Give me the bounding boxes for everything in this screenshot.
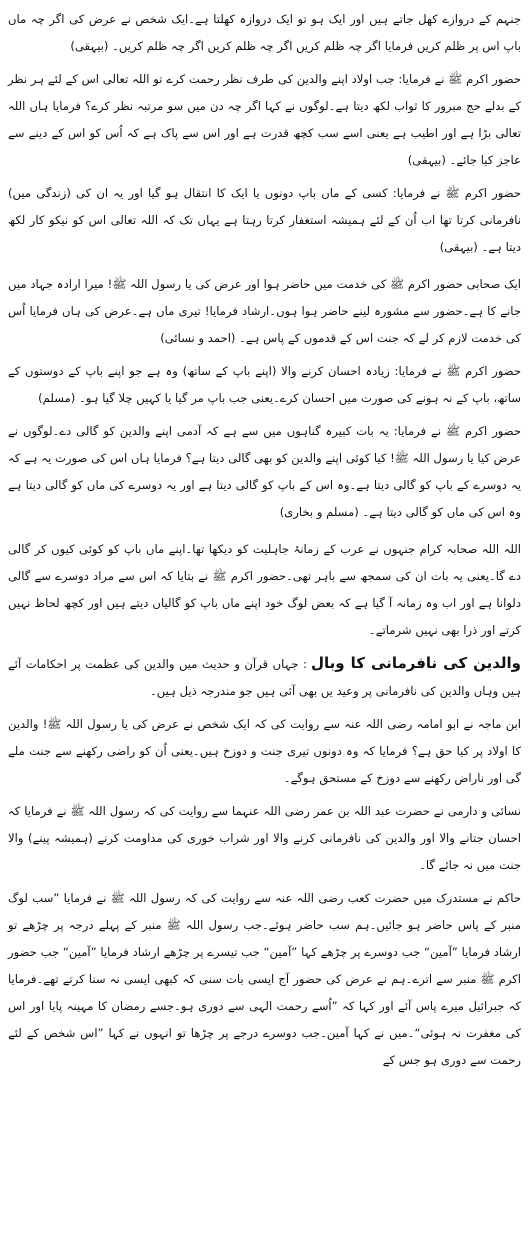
section-heading-colon: : <box>303 657 307 671</box>
paragraph-4: ایک صحابی حضور اکرم ﷺ کی خدمت میں حاضر ہوا اور عرض کی یا رسول اللہ ﷺ! میرا ارادہ جہاد میں جانے کا ہے۔حضور سے مشورہ لینے حاضر ہوا ہوں۔ارشاد فرمایا! تیری ماں ہے۔عرض کی ہاں فرمایا اُس کی خدمت لازم کر لے کہ جنت اس کے قدموں کے پاس ہے۔ (احمد و نسائی) <box>8 277 521 345</box>
paragraph-6: حضور اکرم ﷺ نے فرمایا: یہ بات کبیرہ گناہوں میں سے ہے کہ آدمی اپنے والدین کو گالی دے۔لوگوں نے عرض کیا یا رسول اللہ ﷺ! کیا کوئی اپنے والدین کو بھی گالی دیتا ہے؟ فرمایا ہاں اس کی صورت یہ ہے کہ یہ دوسرے کے باپ کو گالی دیتا ہے۔وہ اس کے باپ کو گالی دیتا ہے اور یہ دوسرے کی ماں کو گالی دیتا ہے وہ اس کی ماں کو گالی دیتا ہے۔ (مسلم و بخاری) <box>8 424 521 519</box>
paragraph-3: حضور اکرم ﷺ نے فرمایا: کسی کے ماں باپ دونوں یا ایک کا انتقال ہو گیا اور یہ ان کی (زندگی میں) نافرمانی کرتا تھا اب اُن کے لئے ہمیشہ استغفار کرتا رہتا ہے یہاں تک کہ اللہ تعالی اس کو نیکو کار لکھ دیتا ہے۔ (بیہقی) <box>8 186 521 254</box>
paragraph-1: جنہم کے دروازے کھل جاتے ہیں اور ایک ہو تو ایک دروازہ کھلتا ہے۔ایک شخص نے عرض کی اگر چہ ماں باپ اس پر ظلم کریں فرمایا اگر چہ ظلم کریں اگر چہ ظلم کریں اگر چہ ظلم کریں۔ (بیہقی) <box>8 12 521 53</box>
section-lead-continued: وہاں والدین کی نافرمانی پر وعید یں بھی آئی ہیں جو مندرجہ ذیل ہیں۔ <box>150 684 499 698</box>
paragraph-7: اللہ اللہ صحابہ کرام جنہوں نے عرب کے زمانۂ جاہلیت کو دیکھا تھا۔اپنے ماں باپ کو کوئی کیوں کر گالی دے گا۔یعنی یہ بات ان کی سمجھ سے باہر تھی۔حضور اکرم ﷺ نے بتایا کہ اس سے مراد دوسرے سے گالی دلوانا ہے اور اب وہ زمانہ آ گیا ہے کہ بعض لوگ خود اپنے ماں باپ کو گالیاں دیتے ہیں اور کچھ لحاظ نہیں کرتے اور ذرا بھی نہیں شرماتے۔ <box>8 542 521 637</box>
paragraph-5: حضور اکرم ﷺ نے فرمایا: زیادہ احسان کرنے والا (اپنے باپ کے ساتھ) وہ ہے جو اپنے باپ کے دوستوں کے ساتھ، باپ کے نہ ہونے کی صورت میں احسان کرے۔یعنی جب باپ مر گیا یا کہیں چلا گیا ہو۔ (مسلم) <box>8 364 521 405</box>
paragraph-2: حضور اکرم ﷺ نے فرمایا: جب اولاد اپنے والدین کی طرف نظر رحمت کرے تو اللہ تعالی اس کے لئے ہر نظر کے بدلے حج مبرور کا ثواب لکھ دیتا ہے۔لوگوں نے کہا اگر چہ دن میں سو مرتبہ نظر کرے؟ فرمایا ہاں اللہ تعالی بڑا ہے اور اطیب ہے یعنی اسے سب کچھ قدرت ہے اور اس سے پاک ہے کہ اُس کو اس کے دینے سے عاجز کیا جائے۔ (بیہقی) <box>8 72 521 167</box>
paragraph-8: ابن ماجہ نے ابو امامہ رضی اللہ عنہ سے روایت کی کہ ایک شخص نے عرض کی یا رسول اللہ ﷺ! والدین کا اولاد پر کیا حق ہے؟ فرمایا کہ وہ دونوں تیری جنت و دوزخ ہیں۔یعنی اُن کو راضی رکھنے سے جنت ملے گی اور ناراض رکھنے سے دوزخ کے مستحق ہوگے۔ <box>8 717 521 785</box>
section-lead: جہاں قرآن و حدیث میں والدین کی عظمت پر احکامات آئے ہیں <box>8 657 521 698</box>
paragraph-9: نسائی و دارمی نے حضرت عبد اللہ بن عمر رضی اللہ عنہما سے روایت کی کہ رسول اللہ ﷺ نے فرمایا کہ احسان جتانے والا اور والدین کی نافرمانی کرنے والا اور شراب خوری کی مداومت کرنے (ہمیشہ پینے) والا جنت میں نہ جائے گا۔ <box>8 804 521 872</box>
section-heading: والدین کی نافرمانی کا وبال <box>311 654 521 672</box>
paragraph-10: حاکم نے مستدرک میں حضرت کعب رضی اللہ عنہ سے روایت کی کہ رسول اللہ ﷺ نے فرمایا ”سب لوگ منبر کے پاس حاضر ہو جائیں۔ہم سب حاضر ہوئے۔جب رسول اللہ ﷺ منبر کے پہلے درجہ پر چڑھے تو ارشاد فرمایا ”آمین“ جب دوسرے پر چڑھے کہا ”آمین“ جب تیسرے پر چڑھے ارشاد فرمایا ”آمین“ جب حضور اکرم ﷺ منبر سے اترے۔ہم نے عرض کی حضور آج ایسی بات سنی کہ کبھی ایسی نہ سنا کرتے تھے۔فرمایا کہ جبرائیل میرے پاس آئے اور کہا کہ ”اُسے رحمت الہی سے دوری ہو۔جسے رمضان کا مہینہ پایا اور اس کی مغفرت نہ ہوئی“۔میں نے کہا آمین۔جب دوسرے درجے پر چڑھا تو انہوں نے کہا ”اس شخص کے لئے رحمت سے دوری ہو جس کے <box>8 891 521 1067</box>
section-intro <box>8 650 521 705</box>
